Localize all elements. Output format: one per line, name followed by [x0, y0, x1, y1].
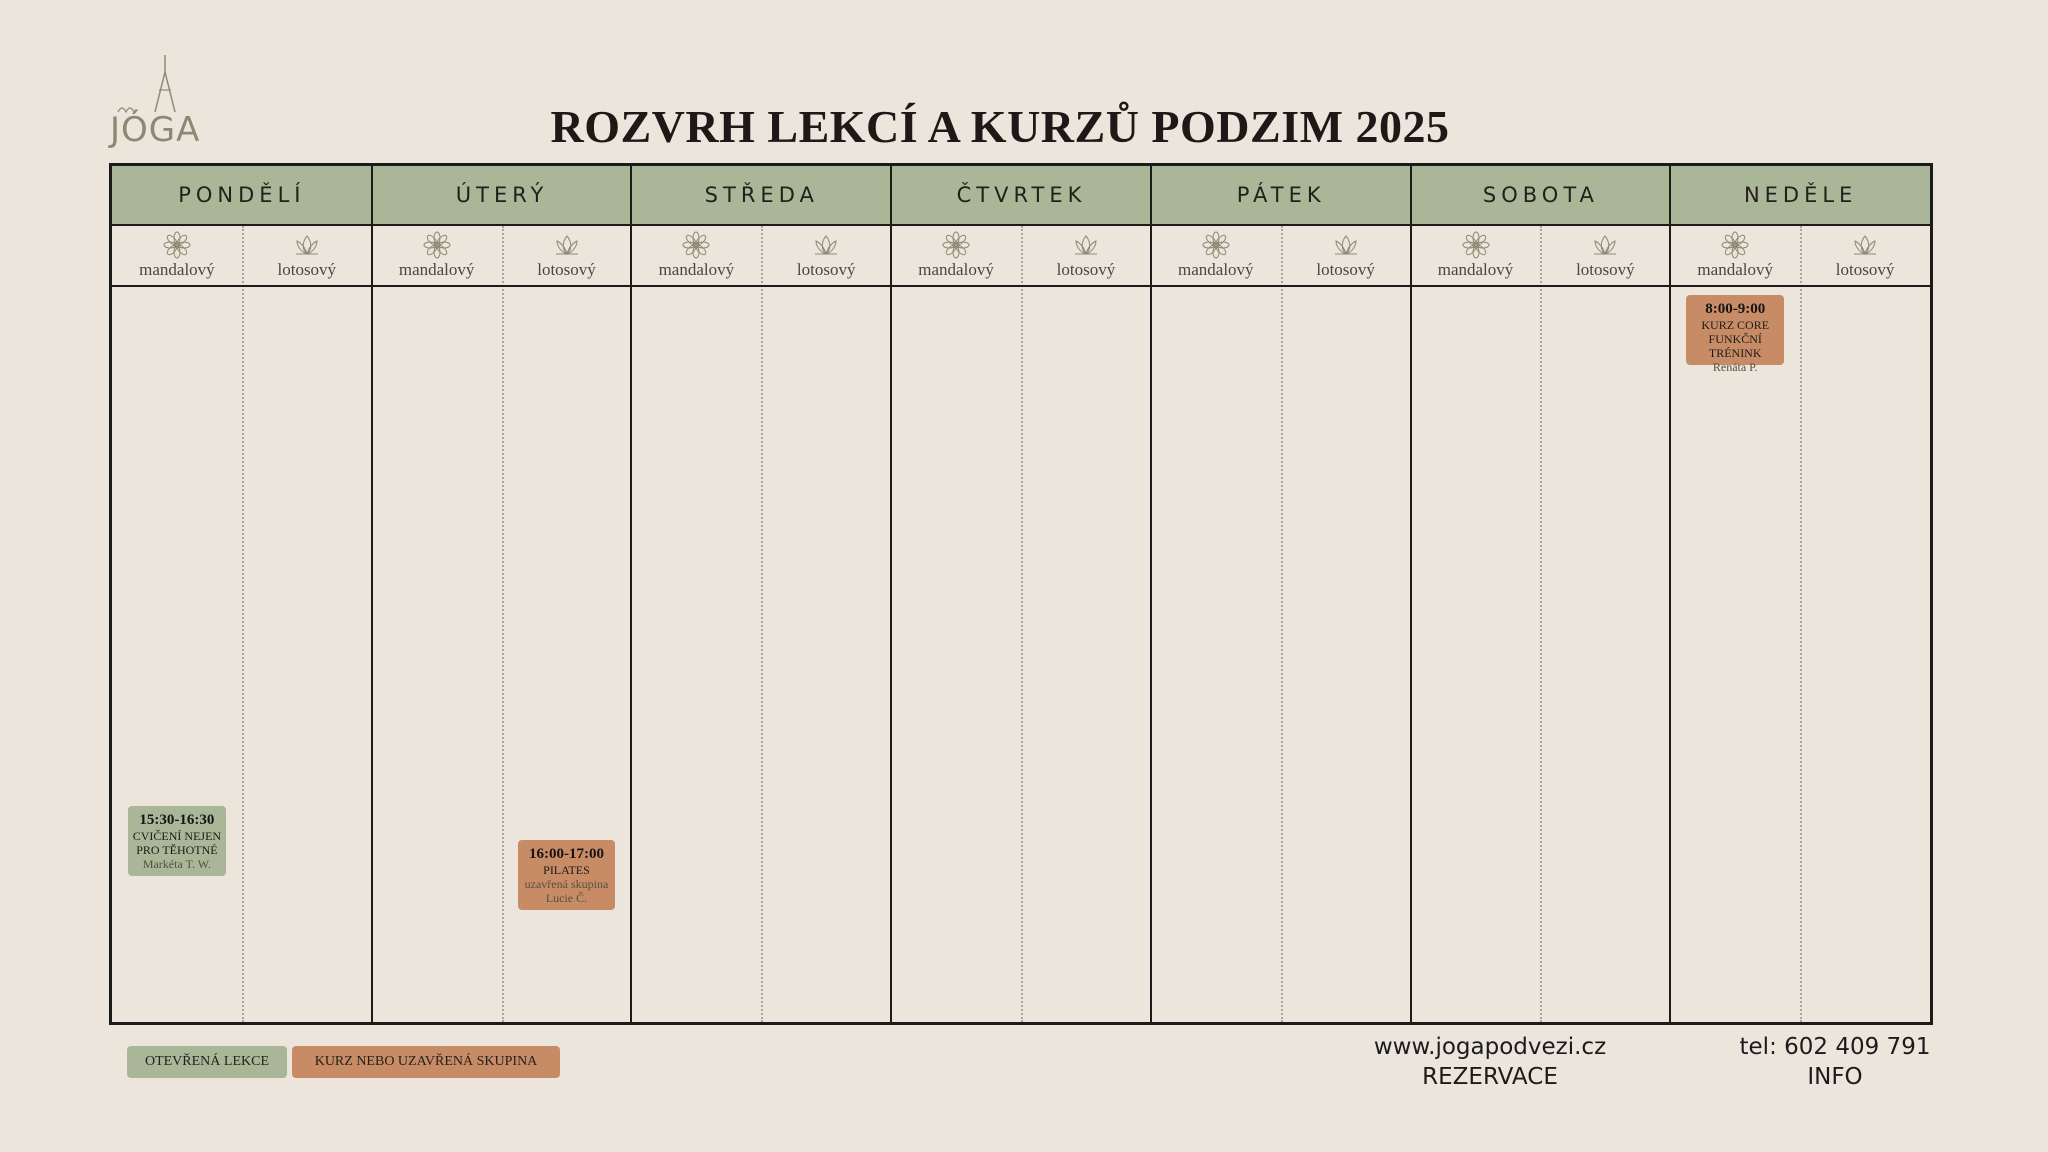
contact-web: [1360, 1032, 1620, 1092]
hall-separator: [761, 226, 763, 1022]
hall-header-lotus: [1281, 232, 1411, 284]
hall-label: mandalový: [398, 260, 475, 279]
day-separator: [371, 166, 373, 1022]
mandala-icon: [1411, 232, 1541, 258]
lesson-time: 16:00-17:00: [528, 845, 604, 862]
lotus-icon: [1800, 232, 1930, 258]
hall-label: lotosový: [1056, 260, 1116, 279]
hall-header-lotus: [1540, 232, 1670, 284]
day-header-3: ČTVRTEK: [892, 166, 1151, 226]
day-separator: [1410, 166, 1412, 1022]
hall-header-lotus: [242, 232, 372, 284]
phone-number[interactable]: tel: 602 409 791: [1739, 1034, 1931, 1060]
logo-text: JÓGA: [110, 110, 201, 150]
day-separator: [630, 166, 632, 1022]
hall-header-lotus: [1021, 232, 1151, 284]
mandala-icon: [1151, 232, 1281, 258]
hall-label: mandalový: [1437, 260, 1514, 279]
hall-label: lotosový: [1316, 260, 1375, 279]
mandala-icon: [891, 232, 1021, 258]
lesson-name: PILATES: [543, 862, 590, 877]
lesson-name: CVIČENÍ NEJEN PRO TĚHOTNÉ: [132, 828, 222, 857]
hall-separator: [242, 226, 244, 1022]
legend-open: OTEVŘENÁ LEKCE: [127, 1046, 287, 1078]
lesson-card[interactable]: [128, 806, 226, 876]
hall-separator: [1540, 226, 1542, 1022]
hall-header-mandala: [372, 232, 502, 284]
lotus-icon: [1281, 232, 1411, 258]
hall-separator: [502, 226, 504, 1022]
hall-header-mandala: [1151, 232, 1281, 284]
lesson-teacher: uzavřená skupina Lucie Č.: [524, 876, 609, 905]
day-header-0: PONDĚLÍ: [112, 166, 372, 226]
day-header-4: PÁTEK: [1152, 166, 1411, 226]
hall-header-mandala: [631, 232, 761, 284]
hall-separator: [1021, 226, 1023, 1022]
hall-header-mandala: [1670, 232, 1800, 284]
hall-label: mandalový: [918, 260, 994, 279]
hall-label: lotosový: [277, 260, 337, 279]
day-header-5: SOBOTA: [1412, 166, 1671, 226]
day-separator: [1150, 166, 1152, 1022]
hall-header-lotus: [1800, 232, 1930, 284]
day-header-6: NEDĚLE: [1671, 166, 1930, 226]
page-title: ROZVRH LEKCÍ A KURZŮ PODZIM 2025: [550, 101, 1450, 152]
day-separator: [890, 166, 892, 1022]
contact-phone: [1720, 1032, 1950, 1092]
lotus-icon: [242, 232, 372, 258]
lesson-teacher: Renáta P.: [1712, 360, 1758, 374]
mandala-icon: [112, 232, 242, 258]
day-header-2: STŘEDA: [632, 166, 891, 226]
hall-header-mandala: [1411, 232, 1541, 284]
hall-label: lotosový: [537, 260, 596, 279]
hall-row-divider: [112, 285, 1930, 287]
lesson-time: 15:30-16:30: [139, 811, 215, 828]
hall-header-lotus: [761, 232, 891, 284]
hall-separator: [1800, 226, 1802, 1022]
lotus-icon: [761, 232, 891, 258]
hall-header-mandala: [112, 232, 242, 284]
hall-label: lotosový: [1835, 260, 1895, 279]
lotus-icon: [1540, 232, 1670, 258]
lotus-icon: [1021, 232, 1151, 258]
lesson-teacher: Markéta T. W.: [142, 856, 212, 871]
hall-label: lotosový: [796, 260, 856, 279]
hall-separator: [1281, 226, 1283, 1022]
lesson-card[interactable]: [1686, 295, 1784, 374]
web-address[interactable]: www.jogapodvezi.cz: [1373, 1034, 1607, 1060]
hall-label: mandalový: [139, 260, 215, 279]
lesson-card[interactable]: [518, 840, 616, 910]
hall-label: mandalový: [1697, 260, 1773, 279]
hall-header-lotus: [502, 232, 632, 284]
lesson-name: KURZ CORE FUNKČNÍ TRÉNINK: [1701, 318, 1770, 360]
legend-course: KURZ NEBO UZAVŘENÁ SKUPINA: [292, 1046, 560, 1078]
day-separator: [1669, 166, 1671, 1022]
mandala-icon: [1670, 232, 1800, 258]
hall-header-mandala: [891, 232, 1021, 284]
lotus-icon: [502, 232, 632, 258]
lesson-time: 8:00-9:00: [1705, 301, 1766, 317]
hall-label: lotosový: [1576, 260, 1635, 279]
phone-note: INFO: [1807, 1064, 1863, 1090]
web-note: REZERVACE: [1422, 1064, 1558, 1090]
hall-label: mandalový: [1178, 260, 1254, 279]
mandala-icon: [372, 232, 502, 258]
hall-label: mandalový: [658, 260, 735, 279]
mandala-icon: [631, 232, 761, 258]
day-header-1: ÚTERÝ: [373, 166, 632, 226]
